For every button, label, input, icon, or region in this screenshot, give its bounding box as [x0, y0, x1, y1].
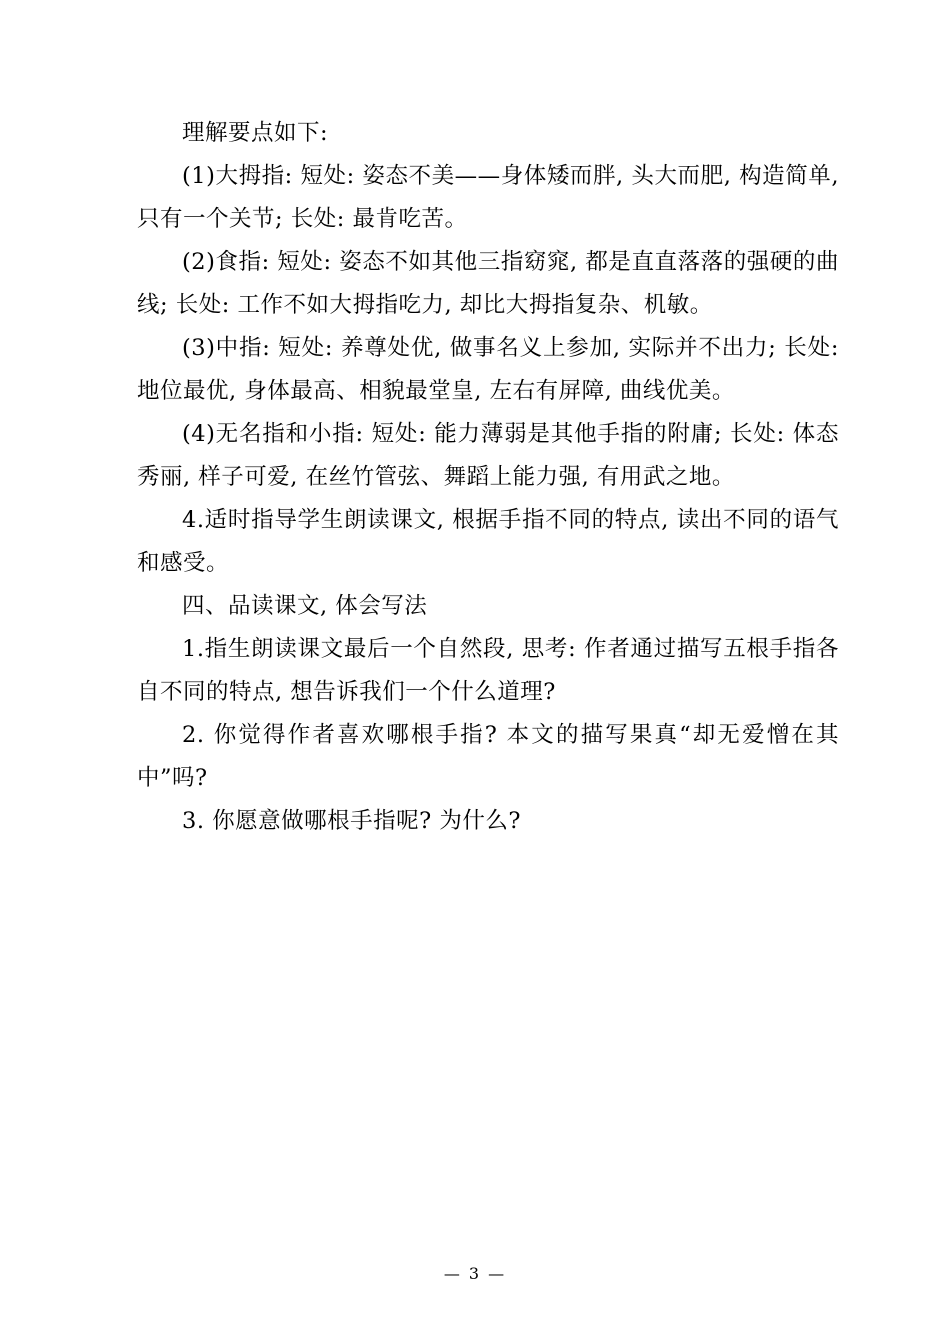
section-heading: 四、品读课文, 体会写法: [182, 593, 428, 619]
page-number: — 3 —: [443, 1264, 507, 1283]
question-2: 2. 你觉得作者喜欢哪根手指? 本文的描写果真“却无爱憎在其中”吗?: [137, 722, 839, 791]
paragraph-step-4: 4.适时指导学生朗读课文, 根据手指不同的特点, 读出不同的语气和感受。: [137, 507, 839, 576]
paragraph-index-finger: (2)食指: 短处: 姿态不如其他三指窈窕, 都是直直落落的强硬的曲线; 长处: 工作不如大拇指吃力, 却比大拇指复杂、机敏。: [137, 249, 839, 318]
paragraph-intro: 理解要点如下:: [182, 120, 329, 146]
question-1: 1.指生朗读课文最后一个自然段, 思考: 作者通过描写五根手指各自不同的特点, 想告诉我们一个什么道理?: [137, 636, 839, 705]
document-body: [137, 112, 839, 843]
paragraph-thumb: (1)大拇指: 短处: 姿态不美——身体矮而胖, 头大而肥, 构造简单, 只有一个关节; 长处: 最肯吃苦。: [137, 163, 839, 232]
paragraph-middle-finger: (3)中指: 短处: 养尊处优, 做事名义上参加, 实际并不出力; 长处: 地位最优, 身体最高、相貌最堂皇, 左右有屏障, 曲线优美。: [137, 335, 839, 404]
question-3: 3. 你愿意做哪根手指呢? 为什么?: [182, 808, 521, 834]
paragraph-ring-little-finger: (4)无名指和小指: 短处: 能力薄弱是其他手指的附庸; 长处: 体态秀丽, 样子可爱, 在丝竹管弦、舞蹈上能力强, 有用武之地。: [137, 421, 839, 490]
